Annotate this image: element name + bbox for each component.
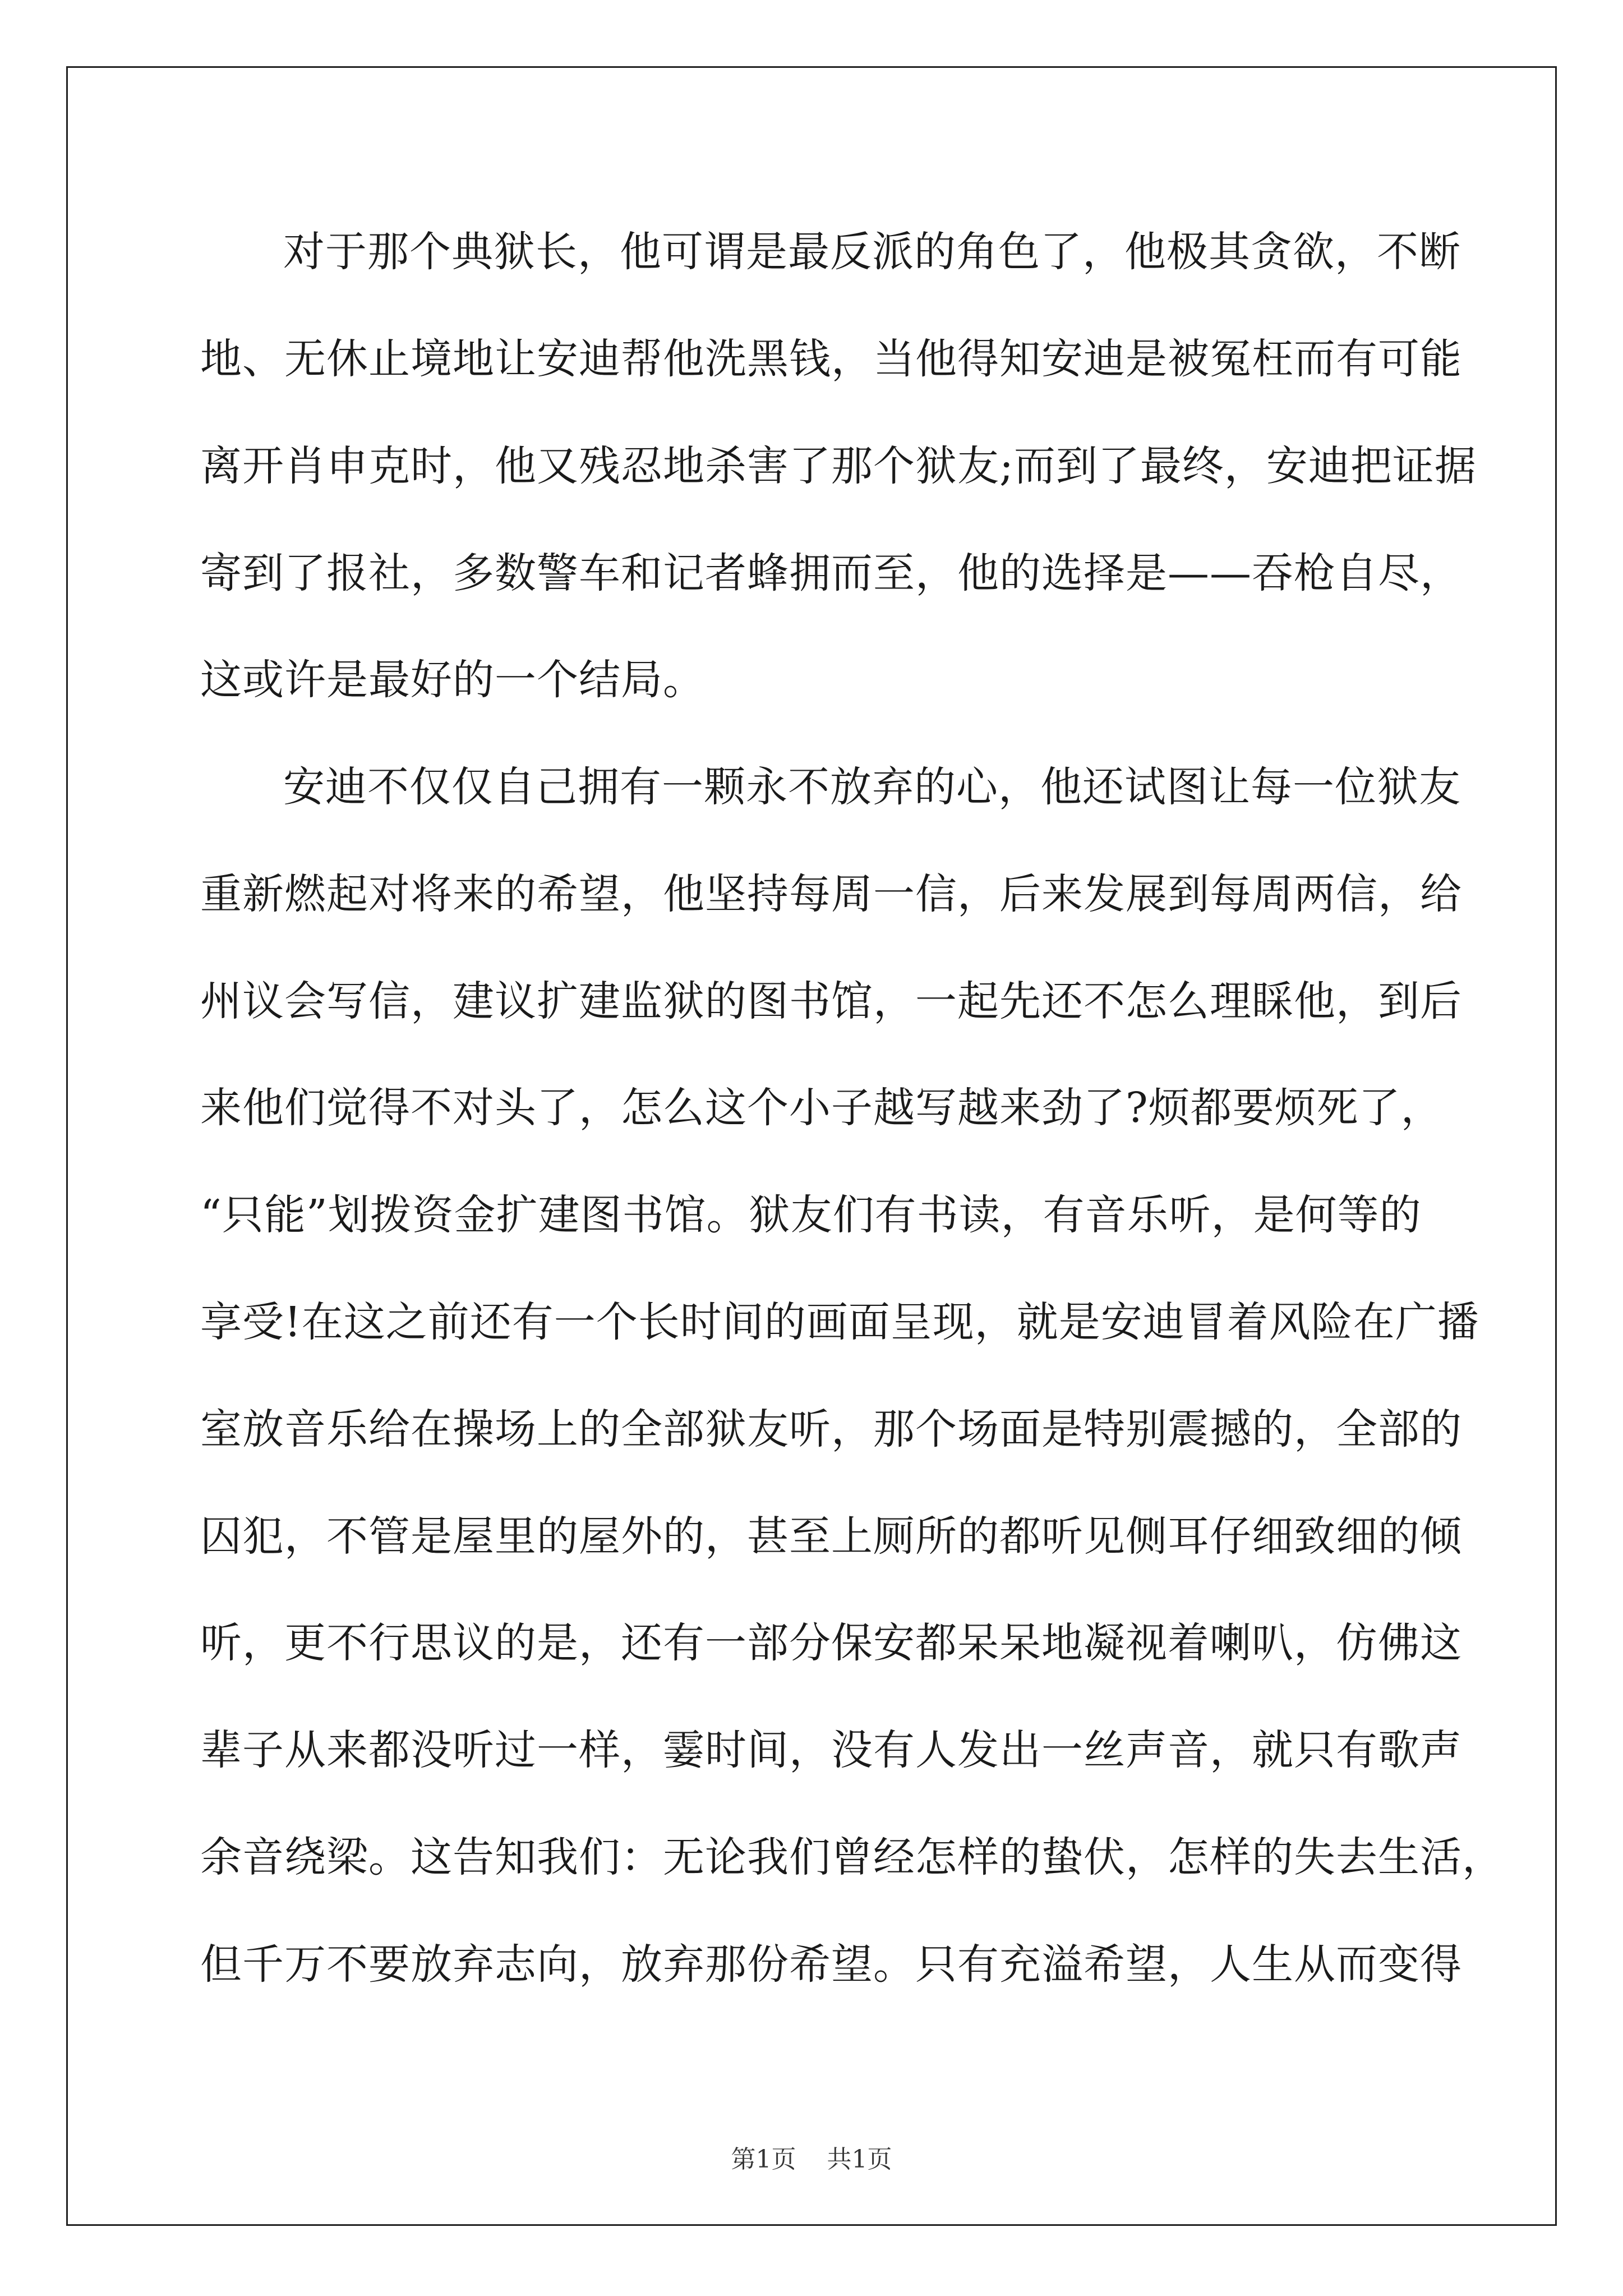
paragraph-1-line-5: 这或许是最好的一个结局。 bbox=[200, 656, 705, 704]
paragraph-1-line-4: 寄到了报社，多数警车和记者蜂拥而至，他的选择是——吞枪自尽， bbox=[200, 549, 1462, 597]
page-footer bbox=[0, 2143, 1623, 2177]
paragraph-2-line-11: 余音绕梁。这告知我们：无论我们曾经怎样的蛰伏，怎样的失去生活， bbox=[200, 1833, 1504, 1881]
paragraph-2-line-10: 辈子从来都没听过一样，霎时间，没有人发出一丝声音，就只有歌声 bbox=[200, 1726, 1462, 1774]
paragraph-2-line-1: 安迪不仅仅自己拥有一颗永不放弃的心，他还试图让每一位狱友 bbox=[283, 763, 1461, 811]
paragraph-2-line-7: 室放音乐给在操场上的全部狱友听，那个场面是特别震撼的，全部的 bbox=[200, 1405, 1462, 1453]
page-number: 第1页 bbox=[731, 2145, 796, 2174]
paragraph-2-line-5: “只能”划拨资金扩建图书馆。狱友们有书读，有音乐听，是何等的 bbox=[200, 1191, 1422, 1239]
paragraph-2-line-8: 囚犯，不管是屋里的屋外的，甚至上厕所的都听见侧耳仔细致细的倾 bbox=[200, 1512, 1462, 1561]
paragraph-2-line-2: 重新燃起对将来的希望，他坚持每周一信，后来发展到每周两信，给 bbox=[200, 870, 1462, 918]
paragraph-2-line-12: 但千万不要放弃志向，放弃那份希望。只有充溢希望，人生从而变得 bbox=[200, 1940, 1462, 1989]
paragraph-2-line-3: 州议会写信，建议扩建监狱的图书馆，一起先还不怎么理睬他，到后 bbox=[200, 977, 1462, 1025]
paragraph-1-line-2: 地、无休止境地让安迪帮他洗黑钱，当他得知安迪是被冤枉而有可能 bbox=[200, 335, 1462, 383]
paragraph-2-line-4: 来他们觉得不对头了，怎么这个小子越写越来劲了?烦都要烦死了， bbox=[200, 1084, 1443, 1132]
page-total: 共1页 bbox=[827, 2145, 892, 2174]
paragraph-1-line-3: 离开肖申克时，他又残忍地杀害了那个狱友;而到了最终，安迪把证据 bbox=[200, 442, 1477, 490]
paragraph-2-line-9: 听，更不行思议的是，还有一部分保安都呆呆地凝视着喇叭，仿佛这 bbox=[200, 1619, 1462, 1667]
paragraph-2-line-6: 享受!在这之前还有一个长时间的画面呈现，就是安迪冒着风险在广播 bbox=[200, 1298, 1479, 1346]
paragraph-1-line-1: 对于那个典狱长，他可谓是最反派的角色了，他极其贪欲，不断 bbox=[283, 228, 1461, 276]
